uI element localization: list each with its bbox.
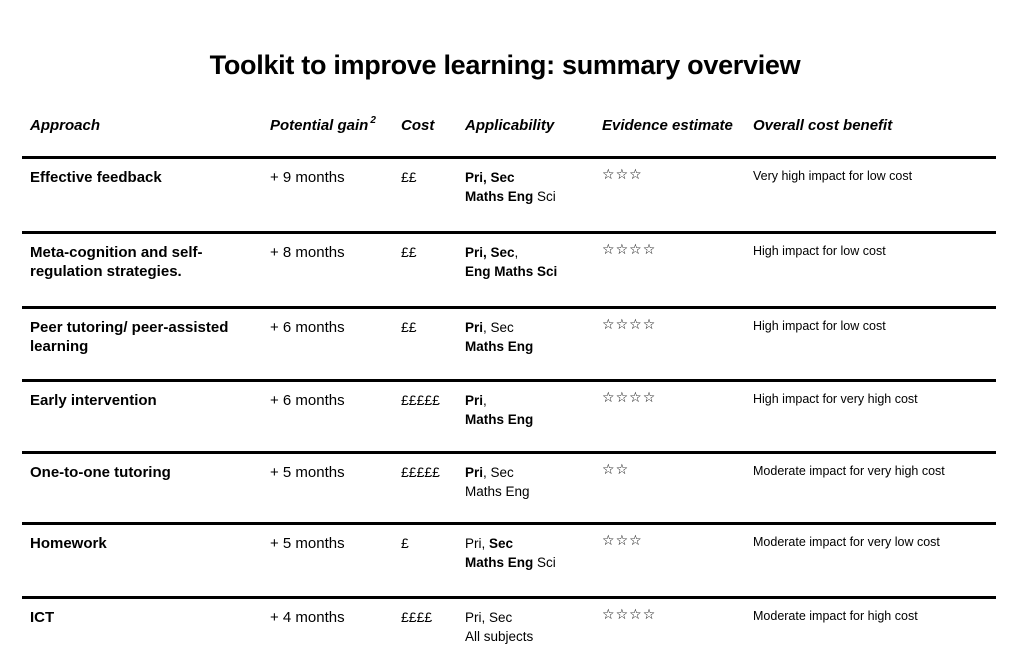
- cost-cell: ££: [401, 319, 417, 335]
- applicability-token: Sci: [533, 555, 556, 570]
- star-icon: ☆: [629, 317, 643, 333]
- applicability-token: ,: [483, 393, 487, 408]
- applicability-cell: [465, 168, 556, 206]
- star-icon: ☆: [642, 607, 657, 623]
- applicability-line: [465, 391, 533, 410]
- star-icon: ☆: [602, 462, 616, 478]
- approach-cell: Effective feedback: [30, 169, 162, 186]
- row-divider: [22, 306, 996, 309]
- applicability-token: Maths Eng: [465, 484, 530, 499]
- applicability-line: [465, 262, 557, 281]
- potential-gain-cell: + 6 months: [270, 319, 345, 336]
- potential-gain-cell: + 6 months: [270, 392, 345, 409]
- applicability-token: Pri, Sec: [465, 245, 515, 260]
- star-icon: ☆: [642, 242, 657, 258]
- header-evidence-estimate: Evidence estimate: [602, 117, 733, 134]
- applicability-token: Pri: [465, 465, 484, 480]
- cost-benefit-cell: High impact for low cost: [753, 244, 886, 258]
- applicability-line: [465, 168, 556, 187]
- applicability-token: Eng Maths Sci: [465, 264, 558, 279]
- table-row: [0, 522, 1018, 592]
- table-row: [0, 156, 1018, 226]
- evidence-stars: [602, 241, 656, 260]
- evidence-stars: [602, 316, 656, 335]
- row-divider: [22, 451, 996, 454]
- star-icon: ☆: [615, 607, 630, 623]
- cost-benefit-cell: Moderate impact for very low cost: [753, 535, 940, 549]
- applicability-token: Sec: [489, 536, 514, 551]
- approach-cell: One-to-one tutoring: [30, 464, 171, 481]
- row-divider: [22, 596, 996, 599]
- star-icon: ☆: [602, 607, 616, 623]
- star-icon: ☆: [602, 390, 616, 406]
- cost-cell: ££££: [401, 609, 433, 625]
- applicability-token: Pri: [465, 393, 484, 408]
- header-gain-footnote: 2: [370, 115, 376, 126]
- cost-cell: £££££: [401, 392, 440, 408]
- approach-cell: Peer tutoring/ peer-assisted learning: [30, 319, 229, 355]
- applicability-token: , Sec: [483, 465, 514, 480]
- applicability-cell: [465, 318, 533, 356]
- applicability-cell: [465, 243, 557, 281]
- applicability-token: Pri, Sec: [465, 170, 515, 185]
- applicability-token: Maths Eng: [465, 555, 534, 570]
- applicability-line: [465, 187, 556, 206]
- evidence-stars: [602, 166, 643, 185]
- applicability-token: , Sec: [483, 320, 514, 335]
- evidence-stars: [602, 532, 643, 551]
- star-icon: ☆: [602, 242, 616, 258]
- applicability-line: [465, 608, 533, 627]
- star-icon: ☆: [642, 390, 657, 406]
- applicability-cell: [465, 463, 530, 501]
- star-icon: ☆: [602, 167, 616, 183]
- applicability-cell: [465, 534, 556, 572]
- evidence-stars: [602, 461, 629, 480]
- applicability-line: [465, 553, 556, 572]
- star-icon: ☆: [615, 462, 630, 478]
- applicability-token: ,: [514, 245, 519, 260]
- applicability-token: Maths Eng: [465, 412, 534, 427]
- star-icon: ☆: [615, 317, 630, 333]
- star-icon: ☆: [629, 533, 643, 549]
- table-row: [0, 379, 1018, 449]
- approach-cell: ICT: [30, 609, 55, 626]
- potential-gain-cell: + 9 months: [270, 169, 345, 186]
- star-icon: ☆: [629, 242, 643, 258]
- potential-gain-cell: + 8 months: [270, 244, 345, 261]
- potential-gain-cell: + 5 months: [270, 464, 345, 481]
- star-icon: ☆: [602, 317, 616, 333]
- cost-cell: £££££: [401, 464, 440, 480]
- row-divider: [22, 231, 996, 234]
- applicability-cell: [465, 391, 533, 429]
- cost-cell: ££: [401, 244, 417, 260]
- row-divider: [22, 379, 996, 382]
- evidence-stars: [602, 389, 656, 408]
- cost-benefit-cell: Moderate impact for very high cost: [753, 464, 945, 478]
- applicability-line: [465, 337, 533, 356]
- star-icon: ☆: [642, 317, 657, 333]
- applicability-token: All subjects: [465, 629, 534, 644]
- star-icon: ☆: [615, 533, 630, 549]
- applicability-line: [465, 243, 557, 262]
- applicability-token: Maths Eng: [465, 189, 534, 204]
- star-icon: ☆: [615, 390, 630, 406]
- star-icon: ☆: [629, 390, 643, 406]
- cost-benefit-cell: Moderate impact for high cost: [753, 609, 918, 623]
- header-gain-label: Potential gain: [270, 117, 369, 134]
- cost-benefit-cell: Very high impact for low cost: [753, 169, 913, 183]
- applicability-line: [465, 463, 530, 482]
- applicability-token: Pri: [465, 320, 484, 335]
- potential-gain-cell: + 5 months: [270, 535, 345, 552]
- header-overall-cost-benefit: Overall cost benefit: [753, 117, 893, 134]
- approach-cell: Homework: [30, 535, 107, 552]
- applicability-cell: [465, 608, 533, 646]
- star-icon: ☆: [615, 242, 630, 258]
- approach-cell: Early intervention: [30, 392, 157, 409]
- table-row: [0, 451, 1018, 521]
- applicability-line: [465, 482, 530, 501]
- potential-gain-cell: + 4 months: [270, 609, 345, 626]
- star-icon: ☆: [615, 167, 630, 183]
- applicability-line: [465, 627, 533, 646]
- applicability-line: [465, 534, 556, 553]
- applicability-token: Pri,: [465, 536, 490, 551]
- applicability-token: Sci: [533, 189, 556, 204]
- approach-cell: Meta-cognition and self-regulation strategies.: [30, 244, 203, 280]
- evidence-stars: [602, 606, 656, 625]
- table-header: [0, 117, 1018, 139]
- header-approach: Approach: [30, 117, 101, 134]
- table-row: [0, 231, 1018, 301]
- star-icon: ☆: [602, 533, 616, 549]
- row-divider: [22, 156, 996, 159]
- header-potential-gain: [270, 117, 376, 134]
- row-divider: [22, 522, 996, 525]
- cost-cell: £: [401, 535, 409, 551]
- header-applicability: Applicability: [465, 117, 555, 134]
- table-row: [0, 306, 1018, 376]
- cost-benefit-cell: High impact for very high cost: [753, 392, 918, 406]
- star-icon: ☆: [629, 167, 643, 183]
- applicability-line: [465, 318, 533, 337]
- table-row: [0, 596, 1018, 666]
- header-cost: Cost: [401, 117, 435, 134]
- applicability-token: Pri, Sec: [465, 610, 513, 625]
- applicability-line: [465, 410, 533, 429]
- applicability-token: Maths Eng: [465, 339, 534, 354]
- page-title: Toolkit to improve learning: summary overview: [209, 50, 801, 80]
- cost-cell: ££: [401, 169, 417, 185]
- star-icon: ☆: [629, 607, 643, 623]
- cost-benefit-cell: High impact for low cost: [753, 319, 886, 333]
